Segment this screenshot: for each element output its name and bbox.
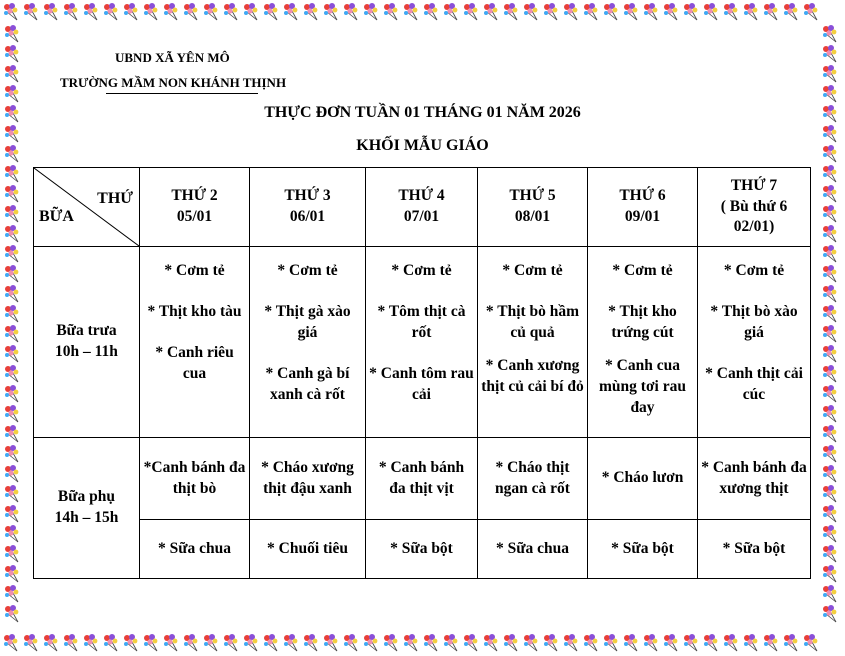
balloon-bouquet-icon bbox=[242, 633, 262, 653]
balloon-bouquet-icon bbox=[3, 244, 23, 264]
dish: * Thịt kho tàu bbox=[147, 302, 242, 320]
dish: * Thịt bò hầm củ quả bbox=[485, 302, 580, 341]
balloon-bouquet-icon bbox=[422, 633, 442, 653]
balloon-bouquet-icon bbox=[642, 633, 662, 653]
balloon-bouquet-icon bbox=[762, 633, 782, 653]
balloon-bouquet-icon bbox=[762, 2, 782, 22]
border-bottom bbox=[2, 633, 822, 653]
balloon-bouquet-icon bbox=[821, 484, 841, 504]
balloon-bouquet-icon bbox=[462, 633, 482, 653]
balloon-bouquet-icon bbox=[142, 2, 162, 22]
balloon-bouquet-icon bbox=[542, 633, 562, 653]
balloon-bouquet-icon bbox=[602, 2, 622, 22]
balloon-bouquet-icon bbox=[722, 2, 742, 22]
balloon-bouquet-icon bbox=[182, 2, 202, 22]
balloon-bouquet-icon bbox=[322, 633, 342, 653]
balloon-bouquet-icon bbox=[821, 84, 841, 104]
balloon-bouquet-icon bbox=[242, 2, 262, 22]
balloon-bouquet-icon bbox=[821, 444, 841, 464]
balloon-bouquet-icon bbox=[262, 633, 282, 653]
corner-meal-label: BỮA bbox=[39, 208, 74, 226]
dish: * Cơm tẻ bbox=[391, 262, 452, 279]
day-header bbox=[250, 168, 366, 247]
balloon-bouquet-icon bbox=[782, 2, 802, 22]
balloon-bouquet-icon bbox=[522, 2, 542, 22]
balloon-bouquet-icon bbox=[182, 633, 202, 653]
balloon-bouquet-icon bbox=[282, 2, 302, 22]
balloon-bouquet-icon bbox=[122, 633, 142, 653]
balloon-bouquet-icon bbox=[402, 2, 422, 22]
balloon-bouquet-icon bbox=[522, 633, 542, 653]
day-name: THỨ 4 bbox=[398, 187, 445, 205]
balloon-bouquet-icon bbox=[3, 164, 23, 184]
balloon-bouquet-icon bbox=[821, 544, 841, 564]
balloon-bouquet-icon bbox=[3, 324, 23, 344]
balloon-bouquet-icon bbox=[821, 584, 841, 604]
day-header bbox=[698, 168, 811, 247]
dish: * Thịt bò xào giá bbox=[710, 302, 798, 341]
balloon-bouquet-icon bbox=[3, 24, 23, 44]
dish: * Cơm tẻ bbox=[502, 262, 563, 279]
balloon-bouquet-icon bbox=[202, 633, 222, 653]
balloon-bouquet-icon bbox=[742, 2, 762, 22]
snack-label-cell bbox=[34, 438, 140, 579]
balloon-bouquet-icon bbox=[22, 633, 42, 653]
balloon-bouquet-icon bbox=[3, 204, 23, 224]
balloon-bouquet-icon bbox=[3, 384, 23, 404]
balloon-bouquet-icon bbox=[802, 633, 822, 653]
balloon-bouquet-icon bbox=[682, 2, 702, 22]
balloon-bouquet-icon bbox=[821, 224, 841, 244]
lunch-label-cell bbox=[34, 247, 140, 438]
balloon-bouquet-icon bbox=[821, 424, 841, 444]
menu-table bbox=[33, 167, 811, 579]
snack-cell: * Canh bánh đa thịt vịt bbox=[366, 438, 478, 520]
balloon-bouquet-icon bbox=[3, 424, 23, 444]
balloon-bouquet-icon bbox=[662, 2, 682, 22]
day-name: THỨ 5 bbox=[509, 187, 556, 205]
balloon-bouquet-icon bbox=[821, 464, 841, 484]
balloon-bouquet-icon bbox=[821, 244, 841, 264]
lunch-cell bbox=[588, 247, 698, 438]
dish: * Canh cua mùng tơi rau đay bbox=[599, 356, 686, 416]
snack-cell: * Cháo lươn bbox=[588, 438, 698, 520]
dish: * Cơm tẻ bbox=[277, 262, 338, 279]
balloon-bouquet-icon bbox=[3, 264, 23, 284]
balloon-bouquet-icon bbox=[821, 24, 841, 44]
day-date: 06/01 bbox=[289, 208, 326, 225]
balloon-bouquet-icon bbox=[662, 633, 682, 653]
balloon-bouquet-icon bbox=[821, 264, 841, 284]
balloon-bouquet-icon bbox=[821, 364, 841, 384]
balloon-bouquet-icon bbox=[542, 2, 562, 22]
balloon-bouquet-icon bbox=[821, 324, 841, 344]
day-note: ( Bù thứ 6 bbox=[720, 197, 788, 215]
corner-day-label: THỨ bbox=[97, 190, 133, 207]
balloon-bouquet-icon bbox=[682, 633, 702, 653]
balloon-bouquet-icon bbox=[622, 633, 642, 653]
lunch-cell bbox=[366, 247, 478, 438]
lunch-cell bbox=[250, 247, 366, 438]
balloon-bouquet-icon bbox=[3, 504, 23, 524]
balloon-bouquet-icon bbox=[3, 564, 23, 584]
drink-cell: * Sữa chua bbox=[478, 520, 588, 579]
balloon-bouquet-icon bbox=[3, 224, 23, 244]
balloon-bouquet-icon bbox=[422, 2, 442, 22]
balloon-bouquet-icon bbox=[702, 633, 722, 653]
balloon-bouquet-icon bbox=[3, 344, 23, 364]
balloon-bouquet-icon bbox=[821, 284, 841, 304]
corner-cell bbox=[34, 168, 140, 247]
border-top bbox=[2, 2, 822, 22]
balloon-bouquet-icon bbox=[702, 2, 722, 22]
balloon-bouquet-icon bbox=[821, 524, 841, 544]
drink-cell: * Sữa bột bbox=[698, 520, 811, 579]
header-underline bbox=[106, 93, 258, 94]
day-name: THỨ 3 bbox=[284, 187, 331, 205]
meal-time: 14h – 15h bbox=[54, 509, 119, 526]
dish: * Thịt kho trứng cút bbox=[608, 302, 677, 341]
balloon-bouquet-icon bbox=[622, 2, 642, 22]
page-title: THỰC ĐƠN TUẦN 01 THÁNG 01 NĂM 2026 bbox=[264, 104, 581, 121]
balloon-bouquet-icon bbox=[222, 633, 242, 653]
day-name: THỨ 2 bbox=[171, 187, 218, 205]
balloon-bouquet-icon bbox=[302, 2, 322, 22]
school-name: TRƯỜNG MẦM NON KHÁNH THỊNH bbox=[60, 75, 287, 90]
balloon-bouquet-icon bbox=[582, 633, 602, 653]
drink-cell: * Sữa bột bbox=[588, 520, 698, 579]
snack-drink-row bbox=[34, 520, 811, 579]
snack-cell: * Cháo thịt ngan cà rốt bbox=[478, 438, 588, 520]
dish: * Cơm tẻ bbox=[612, 262, 673, 279]
balloon-bouquet-icon bbox=[821, 564, 841, 584]
balloon-bouquet-icon bbox=[3, 304, 23, 324]
balloon-bouquet-icon bbox=[442, 2, 462, 22]
day-name: THỨ 7 bbox=[730, 176, 778, 194]
balloon-bouquet-icon bbox=[3, 464, 23, 484]
page-subtitle: KHỐI MẪU GIÁO bbox=[356, 137, 489, 154]
dish: * Thịt gà xào giá bbox=[264, 302, 351, 341]
snack-cell: * Cháo xương thịt đậu xanh bbox=[250, 438, 366, 520]
lunch-cell bbox=[140, 247, 250, 438]
meal-name: Bữa phụ bbox=[57, 488, 116, 506]
dish: * Canh tôm rau cải bbox=[369, 364, 474, 403]
balloon-bouquet-icon bbox=[462, 2, 482, 22]
balloon-bouquet-icon bbox=[821, 384, 841, 404]
balloon-bouquet-icon bbox=[3, 404, 23, 424]
balloon-bouquet-icon bbox=[362, 633, 382, 653]
balloon-bouquet-icon bbox=[582, 2, 602, 22]
lunch-row bbox=[34, 247, 811, 438]
balloon-bouquet-icon bbox=[2, 2, 22, 22]
balloon-bouquet-icon bbox=[3, 64, 23, 84]
balloon-bouquet-icon bbox=[102, 2, 122, 22]
balloon-bouquet-icon bbox=[802, 2, 822, 22]
day-header bbox=[588, 168, 698, 247]
balloon-bouquet-icon bbox=[102, 633, 122, 653]
balloon-bouquet-icon bbox=[3, 484, 23, 504]
days-header-row bbox=[34, 168, 811, 247]
balloon-bouquet-icon bbox=[821, 344, 841, 364]
balloon-bouquet-icon bbox=[2, 633, 22, 653]
balloon-bouquet-icon bbox=[162, 633, 182, 653]
balloon-bouquet-icon bbox=[3, 524, 23, 544]
day-date: 09/01 bbox=[624, 208, 661, 225]
day-date: 02/01) bbox=[733, 218, 775, 236]
balloon-bouquet-icon bbox=[3, 444, 23, 464]
balloon-bouquet-icon bbox=[282, 633, 302, 653]
balloon-bouquet-icon bbox=[562, 633, 582, 653]
balloon-bouquet-icon bbox=[3, 184, 23, 204]
day-header bbox=[478, 168, 588, 247]
authority-name: UBND XÃ YÊN MÔ bbox=[115, 50, 230, 65]
balloon-bouquet-icon bbox=[821, 604, 841, 624]
drink-cell: * Chuối tiêu bbox=[250, 520, 366, 579]
balloon-bouquet-icon bbox=[602, 633, 622, 653]
meal-name: Bữa trưa bbox=[56, 322, 117, 340]
balloon-bouquet-icon bbox=[122, 2, 142, 22]
balloon-bouquet-icon bbox=[482, 633, 502, 653]
balloon-bouquet-icon bbox=[162, 2, 182, 22]
balloon-bouquet-icon bbox=[821, 44, 841, 64]
balloon-bouquet-icon bbox=[22, 2, 42, 22]
balloon-bouquet-icon bbox=[782, 633, 802, 653]
dish: * Cơm tẻ bbox=[164, 262, 225, 279]
balloon-bouquet-icon bbox=[142, 633, 162, 653]
dish: * Canh gà bí xanh cà rốt bbox=[265, 364, 350, 403]
balloon-bouquet-icon bbox=[3, 84, 23, 104]
balloon-bouquet-icon bbox=[62, 2, 82, 22]
lunch-cell bbox=[698, 247, 811, 438]
balloon-bouquet-icon bbox=[3, 364, 23, 384]
day-date: 08/01 bbox=[514, 208, 551, 225]
balloon-bouquet-icon bbox=[442, 633, 462, 653]
dish: * Tôm thịt cà rốt bbox=[377, 302, 466, 341]
balloon-bouquet-icon bbox=[821, 204, 841, 224]
balloon-bouquet-icon bbox=[202, 2, 222, 22]
balloon-bouquet-icon bbox=[262, 2, 282, 22]
drink-cell: * Sữa bột bbox=[366, 520, 478, 579]
balloon-bouquet-icon bbox=[482, 2, 502, 22]
balloon-bouquet-icon bbox=[821, 64, 841, 84]
meal-time: 10h – 11h bbox=[55, 343, 118, 360]
balloon-bouquet-icon bbox=[42, 2, 62, 22]
balloon-bouquet-icon bbox=[342, 2, 362, 22]
day-header bbox=[140, 168, 250, 247]
lunch-cell bbox=[478, 247, 588, 438]
dish: * Canh riêu cua bbox=[155, 343, 234, 382]
day-date: 07/01 bbox=[403, 208, 440, 225]
balloon-bouquet-icon bbox=[722, 633, 742, 653]
balloon-bouquet-icon bbox=[3, 284, 23, 304]
drink-cell: * Sữa chua bbox=[140, 520, 250, 579]
balloon-bouquet-icon bbox=[821, 184, 841, 204]
balloon-bouquet-icon bbox=[382, 633, 402, 653]
balloon-bouquet-icon bbox=[82, 633, 102, 653]
dish: * Cơm tẻ bbox=[723, 262, 785, 279]
day-name: THỨ 6 bbox=[619, 187, 666, 205]
day-header bbox=[366, 168, 478, 247]
day-date: 05/01 bbox=[176, 208, 213, 225]
balloon-bouquet-icon bbox=[742, 633, 762, 653]
balloon-bouquet-icon bbox=[502, 2, 522, 22]
balloon-bouquet-icon bbox=[821, 404, 841, 424]
balloon-bouquet-icon bbox=[3, 44, 23, 64]
dish: * Canh thịt cải cúc bbox=[705, 364, 803, 403]
balloon-bouquet-icon bbox=[502, 633, 522, 653]
snack-cell: * Canh bánh đa xương thịt bbox=[698, 438, 811, 520]
balloon-bouquet-icon bbox=[402, 633, 422, 653]
balloon-bouquet-icon bbox=[821, 304, 841, 324]
balloon-bouquet-icon bbox=[562, 2, 582, 22]
balloon-bouquet-icon bbox=[382, 2, 402, 22]
balloon-bouquet-icon bbox=[322, 2, 342, 22]
snack-dish-row bbox=[34, 438, 811, 520]
balloon-bouquet-icon bbox=[302, 633, 322, 653]
balloon-bouquet-icon bbox=[642, 2, 662, 22]
balloon-bouquet-icon bbox=[3, 544, 23, 564]
balloon-bouquet-icon bbox=[342, 633, 362, 653]
snack-cell: *Canh bánh đa thịt bò bbox=[140, 438, 250, 520]
balloon-bouquet-icon bbox=[222, 2, 242, 22]
balloon-bouquet-icon bbox=[3, 584, 23, 604]
balloon-bouquet-icon bbox=[821, 504, 841, 524]
balloon-bouquet-icon bbox=[42, 633, 62, 653]
balloon-bouquet-icon bbox=[821, 164, 841, 184]
balloon-bouquet-icon bbox=[3, 604, 23, 624]
dish: * Canh xương thịt củ cải bí đỏ bbox=[481, 356, 584, 395]
balloon-bouquet-icon bbox=[362, 2, 382, 22]
balloon-bouquet-icon bbox=[62, 633, 82, 653]
balloon-bouquet-icon bbox=[82, 2, 102, 22]
